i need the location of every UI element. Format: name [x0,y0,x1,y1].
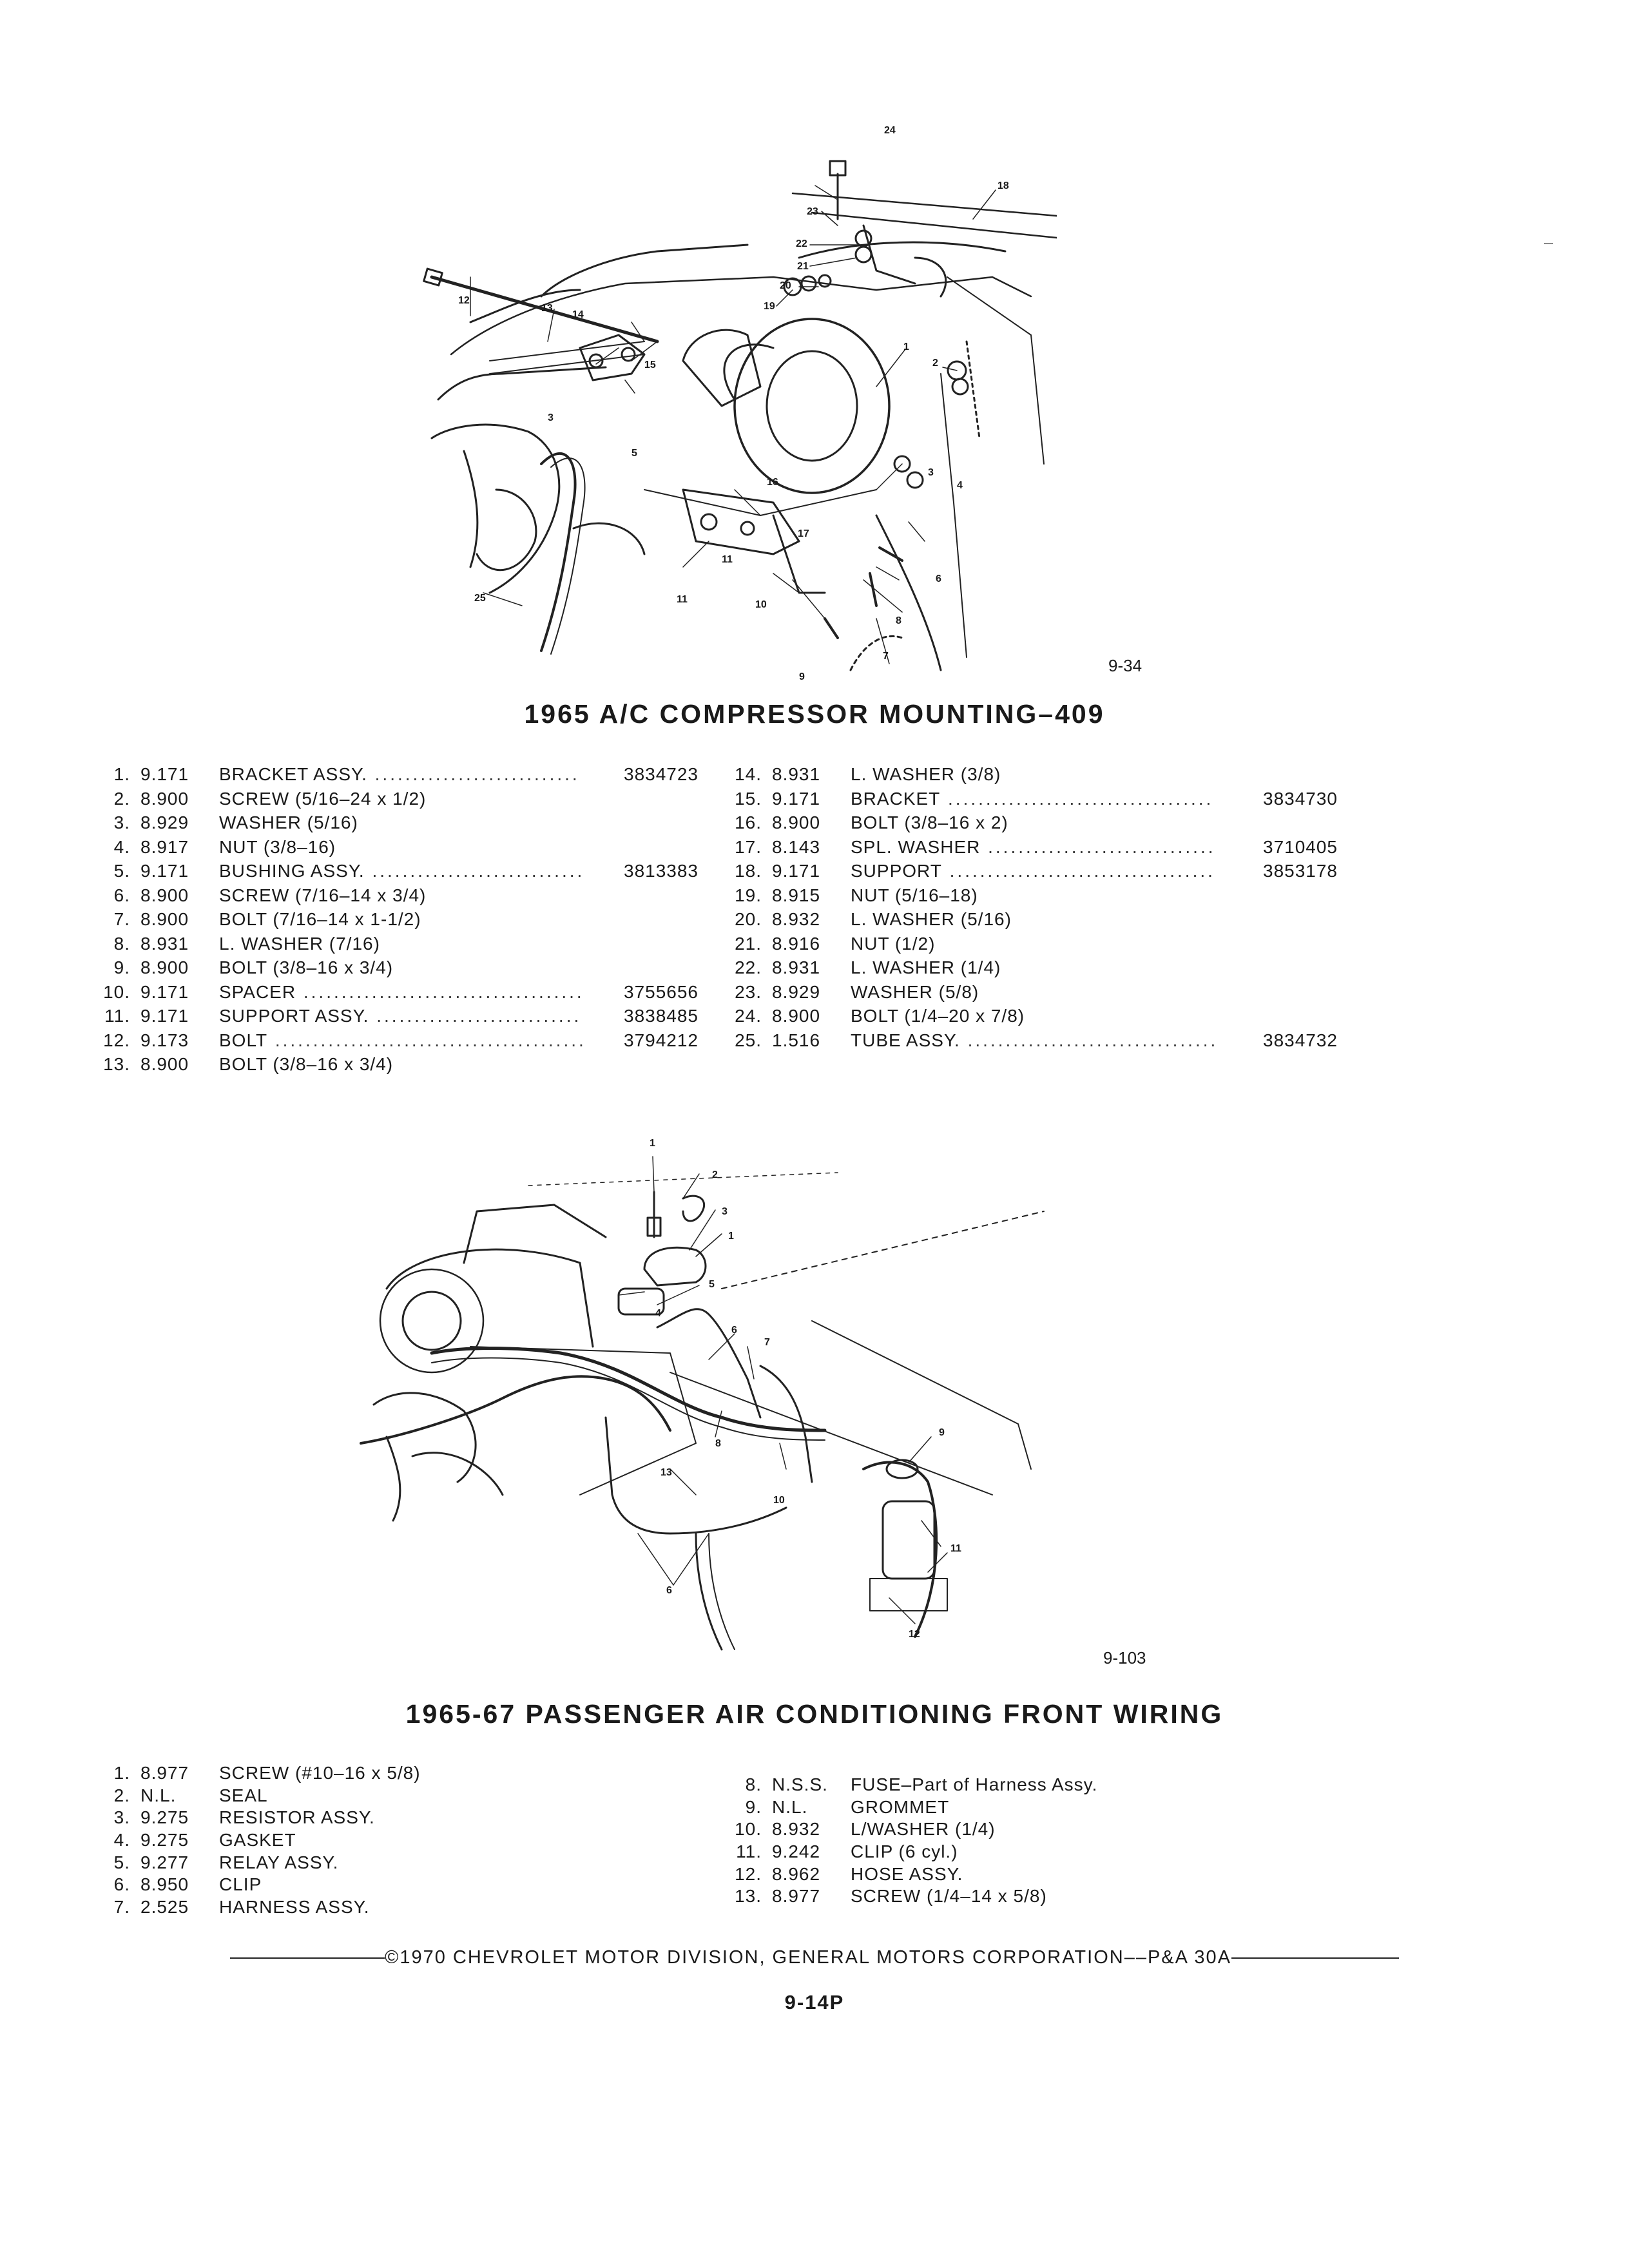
group-code: 1.516 [772,1030,821,1050]
group-code: 9.242 [772,1841,821,1862]
callout-18: 18 [998,180,1009,191]
item-number: 13. [103,1054,130,1074]
parts-row [722,1796,1302,1819]
part-description [851,1796,949,1819]
item-number: 4. [113,1830,130,1850]
part-description [219,907,421,932]
callout-20: 20 [780,280,791,291]
part-description [851,1774,1097,1796]
parts-row [722,762,1353,787]
part-description [219,1052,393,1077]
item-number: 25. [735,1030,762,1050]
group-code: 8.932 [772,909,821,929]
parts-row [90,811,709,835]
callout-6: 6 [936,573,941,584]
parts-row [90,1874,709,1896]
group-code: 8.900 [140,957,189,977]
callout-15: 15 [644,360,656,370]
group-code: 8.900 [140,1054,189,1074]
wiring-callout-6b: 6 [666,1585,672,1596]
description-text: BOLT (3/8–16 x 3/4) [219,1054,394,1074]
parts-row [90,835,709,860]
wiring-callout-2: 2 [712,1169,718,1180]
parts-row [90,1052,709,1077]
part-description [219,787,426,811]
description-text: L. WASHER (3/8) [851,764,1001,784]
item-number: 19. [735,885,762,905]
item-number: 10. [735,1819,762,1840]
parts-list-left [90,762,709,1077]
description-text: NUT (3/8–16) [219,836,336,857]
parts-row [722,1818,1302,1841]
description-text: WASHER (5/16) [219,812,358,832]
part-description [851,956,1001,980]
parts-row [90,859,709,883]
item-number: 24. [735,1006,762,1026]
callout-23: 23 [807,206,818,217]
parts-row [90,762,709,787]
part-description [851,1885,1047,1908]
group-code: 8.915 [772,885,821,905]
group-code: N.S.S. [772,1774,828,1794]
part-description [219,1028,586,1053]
item-number: 15. [735,788,762,809]
parts-row [722,835,1353,860]
part-description [851,787,1213,811]
callout-3: 3 [548,412,554,423]
description-text: SCREW (5/16–24 x 1/2) [219,788,427,809]
group-code: 2.525 [140,1897,189,1917]
parts-row [722,956,1353,980]
parts-list-2-right [722,1774,1302,1908]
part-description [851,980,979,1004]
item-number: 8. [745,1774,762,1794]
part-number: 3794212 [624,1030,699,1050]
part-description [851,859,1215,883]
item-number: 6. [113,1874,130,1895]
group-code: 8.900 [772,812,821,832]
parts-row [90,1829,709,1852]
item-number: 17. [735,836,762,857]
description-text: CLIP (6 cyl.) [851,1841,958,1862]
group-code: N.L. [140,1785,177,1805]
callout-11: 11 [677,594,688,605]
part-number: 3710405 [1263,836,1338,857]
callout-1: 1 [903,341,909,352]
copyright-text: ©1970 CHEVROLET MOTOR DIVISION, GENERAL MOTORS CORPORATION––P&A 30A [384,1947,1232,1968]
part-description [219,883,426,908]
description-text: FUSE–Part of Harness Assy. [851,1774,1098,1794]
parts-row [90,1896,709,1919]
wiring-callout-6: 6 [731,1325,737,1336]
description-text: L. WASHER (1/4) [851,957,1001,977]
wiring-callout-4: 4 [655,1308,661,1319]
parts-row [722,859,1353,883]
part-description [219,1004,581,1028]
part-description [851,811,1008,835]
callout-4: 4 [957,480,963,491]
parts-row [90,1762,709,1785]
part-description [851,762,1001,787]
group-code: 8.950 [140,1874,189,1895]
description-text: BOLT (1/4–20 x 7/8) [851,1006,1025,1026]
group-code: 8.977 [772,1886,821,1907]
part-description [851,1004,1025,1028]
description-text: SUPPORT [851,861,942,881]
parts-row [722,1028,1353,1053]
group-code: 9.275 [140,1830,189,1850]
description-text: HARNESS ASSY. [219,1897,370,1917]
part-description [219,1785,268,1807]
wiring-callout-13: 13 [660,1467,672,1478]
wiring-callout-11: 11 [950,1543,961,1554]
callout-16: 16 [767,477,778,488]
parts-row [90,956,709,980]
parts-list-2-left [90,1762,709,1919]
parts-row [722,1841,1302,1863]
parts-row [90,1004,709,1028]
description-text: SUPPORT ASSY. [219,1006,369,1026]
dot-leader: .............................. [980,836,1216,857]
item-number: 1. [113,764,130,784]
part-description [851,1818,996,1841]
description-text: SCREW (#10–16 x 5/8) [219,1763,421,1783]
parts-row [722,1885,1302,1908]
part-description [219,1852,338,1874]
item-number: 23. [735,981,762,1002]
item-number: 22. [735,957,762,977]
part-description [851,932,935,956]
part-description [219,1807,375,1829]
group-code: 8.929 [772,981,821,1002]
wiring-callout-8: 8 [715,1438,721,1449]
group-code: 8.932 [772,1819,821,1840]
description-text: SCREW (7/16–14 x 3/4) [219,885,427,905]
item-number: 11. [736,1841,762,1862]
footer-rule-left [230,1957,385,1959]
part-description [219,1762,421,1785]
wiring-callout-7: 7 [764,1337,770,1348]
description-text: BRACKET [851,788,941,809]
parts-row [722,787,1353,811]
item-number: 9. [745,1796,762,1817]
group-code: N.L. [772,1796,808,1817]
description-text: BOLT (3/8–16 x 2) [851,812,1008,832]
parts-row [722,980,1353,1004]
parts-row [90,883,709,908]
parts-row [722,883,1353,908]
parts-row [90,980,709,1004]
item-number: 6. [113,885,130,905]
callout-25: 25 [474,593,486,604]
parts-row [90,1852,709,1874]
title-text: 1965 A/C COMPRESSOR MOUNTING–409 [524,699,1105,729]
part-description [851,883,978,908]
callout-12: 12 [458,295,470,306]
item-number: 7. [113,909,130,929]
description-text: L. WASHER (7/16) [219,933,380,954]
description-text: SPL. WASHER [851,836,981,857]
parts-row [90,1028,709,1053]
callout-11b: 11 [722,554,733,565]
item-number: 2. [113,1785,130,1805]
group-code: 8.931 [772,764,821,784]
compressor-mounting-illustration [412,125,1057,696]
callout-8: 8 [896,615,901,626]
part-description [851,835,1216,860]
wiring-callout-1b: 1 [728,1231,734,1242]
group-code: 9.171 [140,861,189,881]
item-number: 20. [735,909,762,929]
part-number: 3834723 [624,764,699,784]
group-code: 8.931 [772,957,821,977]
group-code: 8.900 [140,788,189,809]
part-description [219,811,358,835]
part-description [219,835,336,860]
part-description [219,762,580,787]
item-number: 3. [113,1807,130,1828]
item-number: 5. [113,861,130,881]
callout-22: 22 [796,238,807,249]
part-description [219,956,393,980]
parts-row [722,1004,1353,1028]
parts-row [722,811,1353,835]
group-code: 9.171 [140,981,189,1002]
callout-9: 9 [799,671,805,682]
part-number: 3853178 [1263,861,1338,881]
item-number: 21. [735,933,762,954]
description-text: CLIP [219,1874,262,1895]
group-code: 9.171 [772,788,821,809]
description-text: TUBE ASSY. [851,1030,960,1050]
description-text: SEAL [219,1785,268,1805]
group-code: 8.977 [140,1763,189,1783]
item-number: 14. [735,764,762,784]
group-code: 8.916 [772,933,821,954]
item-number: 13. [735,1886,762,1907]
item-number: 1. [113,1763,130,1783]
item-number: 3. [113,812,130,832]
item-number: 11. [104,1006,130,1026]
parts-row [722,1774,1302,1796]
description-text: BOLT (7/16–14 x 1-1/2) [219,909,421,929]
item-number: 18. [735,861,762,881]
parts-row [90,907,709,932]
part-number: 3834730 [1263,788,1338,809]
item-number: 4. [113,836,130,857]
wiring-callout-12: 12 [909,1629,920,1640]
item-number: 9. [113,957,130,977]
wiring-callout-9: 9 [939,1427,945,1438]
part-description [851,907,1012,932]
description-text: HOSE ASSY. [851,1863,963,1884]
group-code: 9.171 [772,861,821,881]
item-number: 5. [113,1852,130,1872]
description-text: GROMMET [851,1796,950,1817]
description-text: BRACKET ASSY. [219,764,367,784]
figure-number: 9-34 [1108,656,1142,675]
item-number: 10. [103,981,130,1002]
item-number: 12. [735,1863,762,1884]
callout-10: 10 [755,599,767,610]
callout-2: 2 [932,358,938,369]
group-code: 9.275 [140,1807,189,1828]
group-code: 8.962 [772,1863,821,1884]
group-code: 8.929 [140,812,189,832]
part-number: 3813383 [624,861,699,881]
page-number: 9-14P [784,1991,845,2013]
parts-row [722,907,1353,932]
parts-row [90,787,709,811]
group-code: 8.900 [140,885,189,905]
part-number: 3755656 [624,981,699,1002]
dot-leader: ........................... [369,1006,582,1026]
description-text: NUT (5/16–18) [851,885,978,905]
group-code: 8.931 [140,933,189,954]
parts-list-right [722,762,1353,1052]
parts-row [722,932,1353,956]
description-text: GASKET [219,1830,296,1850]
footer-rule-right [1231,1957,1399,1959]
wiring-callout-1: 1 [650,1138,655,1149]
description-text: RELAY ASSY. [219,1852,339,1872]
scan-mark [1544,243,1553,244]
group-code: 8.143 [772,836,821,857]
dot-leader: ................................... [940,788,1214,809]
description-text: BOLT [219,1030,268,1050]
group-code: 9.171 [140,764,189,784]
description-text: WASHER (5/8) [851,981,979,1002]
callout-21: 21 [797,261,809,272]
description-text: RESISTOR ASSY. [219,1807,375,1828]
callout-5: 5 [631,448,637,459]
group-code: 9.277 [140,1852,189,1872]
description-text: BUSHING ASSY. [219,861,365,881]
parts-row [90,1807,709,1829]
item-number: 2. [113,788,130,809]
description-text: NUT (1/2) [851,933,936,954]
dot-leader: ......................................... [267,1030,586,1050]
part-description [219,1874,262,1896]
callout-24: 24 [884,125,896,136]
group-code: 8.900 [772,1006,821,1026]
group-code: 8.917 [140,836,189,857]
callout-19: 19 [764,301,775,312]
description-text: L/WASHER (1/4) [851,1819,996,1840]
part-description [851,1841,958,1863]
description-text: L. WASHER (5/16) [851,909,1012,929]
dot-leader: ..................................... [296,981,584,1002]
description-text: SCREW (1/4–14 x 5/8) [851,1886,1047,1907]
dot-leader: ................................. [959,1030,1219,1050]
group-code: 9.171 [140,1006,189,1026]
description-text: BOLT (3/8–16 x 3/4) [219,957,394,977]
wiring-callout-5: 5 [709,1279,715,1290]
callout-3b: 3 [928,467,934,478]
dot-leader: ................................... [941,861,1215,881]
part-description [219,859,584,883]
callout-13: 13 [541,303,553,314]
part-description [219,980,584,1004]
part-description [851,1028,1218,1053]
dot-leader: ............................ [364,861,585,881]
item-number: 16. [735,812,762,832]
parts-row [90,932,709,956]
part-number: 3838485 [624,1006,699,1026]
callout-14: 14 [572,309,584,320]
copyright-line [0,1947,1629,1968]
front-wiring-illustration [335,1134,1063,1669]
item-number: 7. [113,1897,130,1917]
wiring-callout-3: 3 [722,1206,728,1217]
part-description [851,1863,963,1886]
part-description [219,932,380,956]
section-title-compressor [0,699,1629,729]
group-code: 9.173 [140,1030,189,1050]
item-number: 8. [113,933,130,954]
item-number: 12. [103,1030,130,1050]
callout-17: 17 [798,528,809,539]
parts-row [722,1863,1302,1886]
figure-number-2: 9-103 [1103,1648,1146,1667]
title-text-2: 1965-67 PASSENGER AIR CONDITIONING FRONT WIRING [405,1699,1224,1729]
description-text: SPACER [219,981,296,1002]
group-code: 8.900 [140,909,189,929]
part-description [219,1829,296,1852]
part-description [219,1896,369,1919]
section-title-wiring [0,1699,1629,1729]
dot-leader: ........................... [367,764,580,784]
callout-7: 7 [883,651,889,662]
wiring-callout-10: 10 [773,1495,785,1506]
part-number: 3834732 [1263,1030,1338,1050]
parts-row [90,1785,709,1807]
